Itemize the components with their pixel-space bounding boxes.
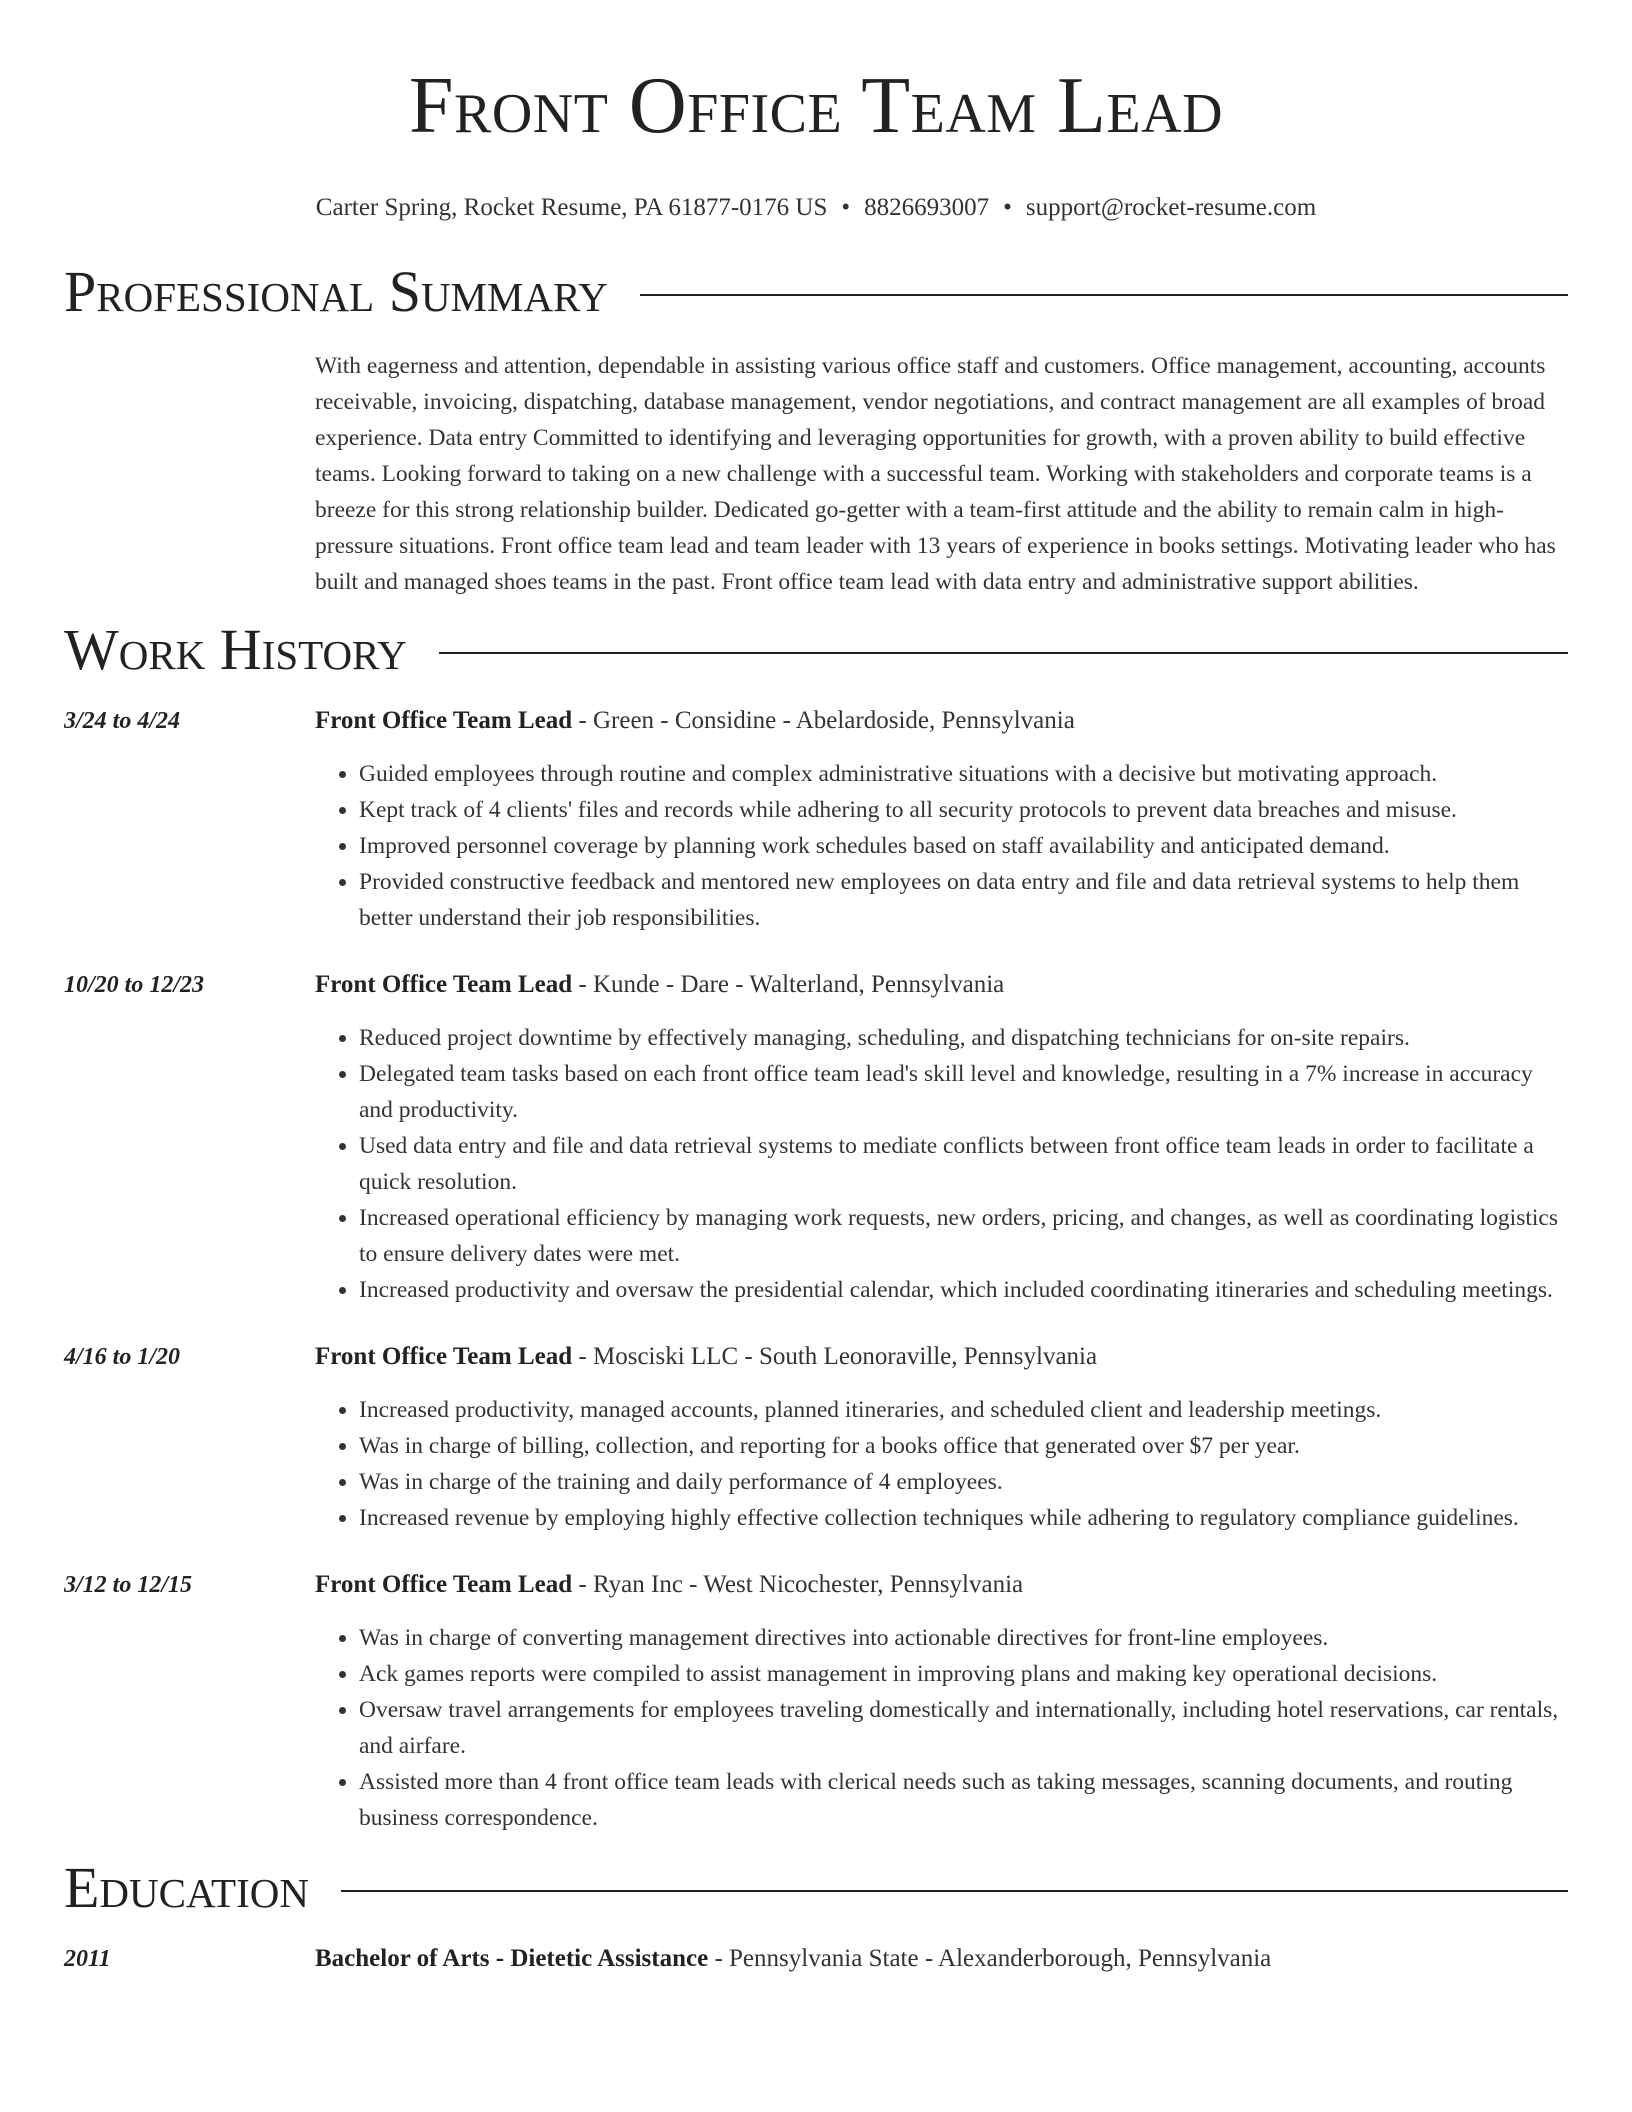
job-bullets [315, 1392, 1568, 1536]
job-role: Front Office Team Lead [315, 1343, 573, 1370]
summary-text: With eagerness and attention, dependable in assisting various office staff and customers. Office management, accounting, accounts receivable, invoicing, dispatching, database management, vendor negotiations, and contract management are all examples of broad experience. Data entry Committed to identifying and leveraging opportunities for growth, with a proven ability to build effective teams. Looking forward to taking on a new challenge with a successful team. Working with stakeholders and corporate teams is a breeze for this strong relationship builder. Dedicated go-getter with a team-first attitude and the ability to remain calm in high-pressure situations. Front office team lead and team leader with 13 years of experience in books settings. Motivating leader who has built and managed shoes teams in the past. Front office team lead with data entry and administrative support abilities. [315, 353, 1556, 595]
job-body [315, 968, 1568, 1308]
list-item: • Increased revenue by employing highly effective collection techniques while adhering to regulatory compliance guidelines. [359, 1500, 1568, 1536]
list-item: • Increased productivity and oversaw the presidential calendar, which included coordinating itineraries and scheduling meetings. [359, 1272, 1568, 1308]
section-divider [341, 1890, 1568, 1892]
job-role: Front Office Team Lead [315, 707, 573, 734]
education-body [315, 1942, 1568, 1976]
job-employer: - Green - Considine - Abelardoside, Pennsylvania [572, 707, 1075, 734]
list-item: • Assisted more than 4 front office team leads with clerical needs such as taking messages, scanning documents, and routing business correspondence. [359, 1764, 1568, 1836]
list-item: • Reduced project downtime by effectively managing, scheduling, and dispatching technicians for on-site repairs. [359, 1020, 1568, 1056]
list-item: • Guided employees through routine and complex administrative situations with a decisive but motivating approach. [359, 756, 1568, 792]
education-section-header [64, 1855, 1568, 1920]
job-employer: - Kunde - Dare - Walterland, Pennsylvania [572, 971, 1005, 998]
education-school: - Pennsylvania State - Alexanderborough, Pennsylvania [708, 1945, 1272, 1972]
job-employer: - Ryan Inc - West Nicochester, Pennsylvania [572, 1571, 1024, 1598]
job-bullets [315, 1020, 1568, 1308]
education-year: 2011 [64, 1946, 111, 1972]
job-heading [315, 1340, 1568, 1374]
list-item: • Oversaw travel arrangements for employees traveling domestically and internationally, including hotel reservations, car rentals, and airfare. [359, 1692, 1568, 1764]
job-employer: - Mosciski LLC - South Leonoraville, Pennsylvania [572, 1343, 1098, 1370]
job-heading [315, 968, 1568, 1002]
job-bullets [315, 1620, 1568, 1836]
summary-section-header [64, 259, 1568, 324]
education-section-title: Education [64, 1855, 309, 1920]
contact-address: Carter Spring, Rocket Resume, PA 61877-0176 US [315, 194, 828, 221]
job-heading [315, 704, 1568, 738]
resume-name: Front Office Team Lead [408, 62, 1224, 150]
job-dates: 3/24 to 4/24 [64, 708, 181, 734]
contact-separator: • [1003, 194, 1012, 221]
list-item: • Delegated team tasks based on each front office team lead's skill level and knowledge, resulting in a 7% increase in accuracy and productivity. [359, 1056, 1568, 1128]
job-bullets [315, 756, 1568, 936]
list-item: • Increased operational efficiency by managing work requests, new orders, pricing, and changes, as well as coordinating logistics to ensure delivery dates were met. [359, 1200, 1568, 1272]
contact-phone: 8826693007 [864, 194, 990, 221]
job-entry [64, 704, 1568, 936]
job-dates: 3/12 to 12/15 [64, 1572, 193, 1598]
section-divider [640, 294, 1568, 296]
job-dates: 4/16 to 1/20 [64, 1344, 181, 1370]
job-body [315, 1340, 1568, 1536]
job-entry [64, 1340, 1568, 1536]
job-entry [64, 968, 1568, 1308]
section-divider [439, 652, 1568, 654]
contact-line [0, 192, 1632, 224]
job-role: Front Office Team Lead [315, 1571, 573, 1598]
education-degree: Bachelor of Arts - Dietetic Assistance [315, 1945, 709, 1972]
list-item: • Increased productivity, managed accounts, planned itineraries, and scheduled client and leadership meetings. [359, 1392, 1568, 1428]
work-section-title: Work History [64, 617, 407, 682]
list-item: • Was in charge of the training and daily performance of 4 employees. [359, 1464, 1568, 1500]
contact-separator: • [841, 194, 851, 221]
job-body [315, 704, 1568, 936]
summary-section-title: Professional Summary [64, 259, 608, 324]
list-item: • Kept track of 4 clients' files and records while adhering to all security protocols to prevent data breaches and misuse. [359, 792, 1568, 828]
education-entry [64, 1942, 1568, 1976]
education-heading [315, 1942, 1568, 1976]
list-item: • Used data entry and file and data retrieval systems to mediate conflicts between front office team leads in order to facilitate a quick resolution. [359, 1128, 1568, 1200]
list-item: • Was in charge of billing, collection, and reporting for a books office that generated over $7 per year. [359, 1428, 1568, 1464]
job-entry [64, 1568, 1568, 1836]
job-heading [315, 1568, 1568, 1602]
list-item: • Was in charge of converting management directives into actionable directives for front-line employees. [359, 1620, 1568, 1656]
work-section-header [64, 617, 1568, 682]
job-role: Front Office Team Lead [315, 971, 573, 998]
contact-email: support@rocket-resume.com [1025, 194, 1317, 221]
list-item: • Provided constructive feedback and mentored new employees on data entry and file and data retrieval systems to help them better understand their job responsibilities. [359, 864, 1568, 936]
list-item: • Ack games reports were compiled to assist management in improving plans and making key operational decisions. [359, 1656, 1568, 1692]
job-dates: 10/20 to 12/23 [64, 972, 205, 998]
job-body [315, 1568, 1568, 1836]
list-item: • Improved personnel coverage by planning work schedules based on staff availability and anticipated demand. [359, 828, 1568, 864]
